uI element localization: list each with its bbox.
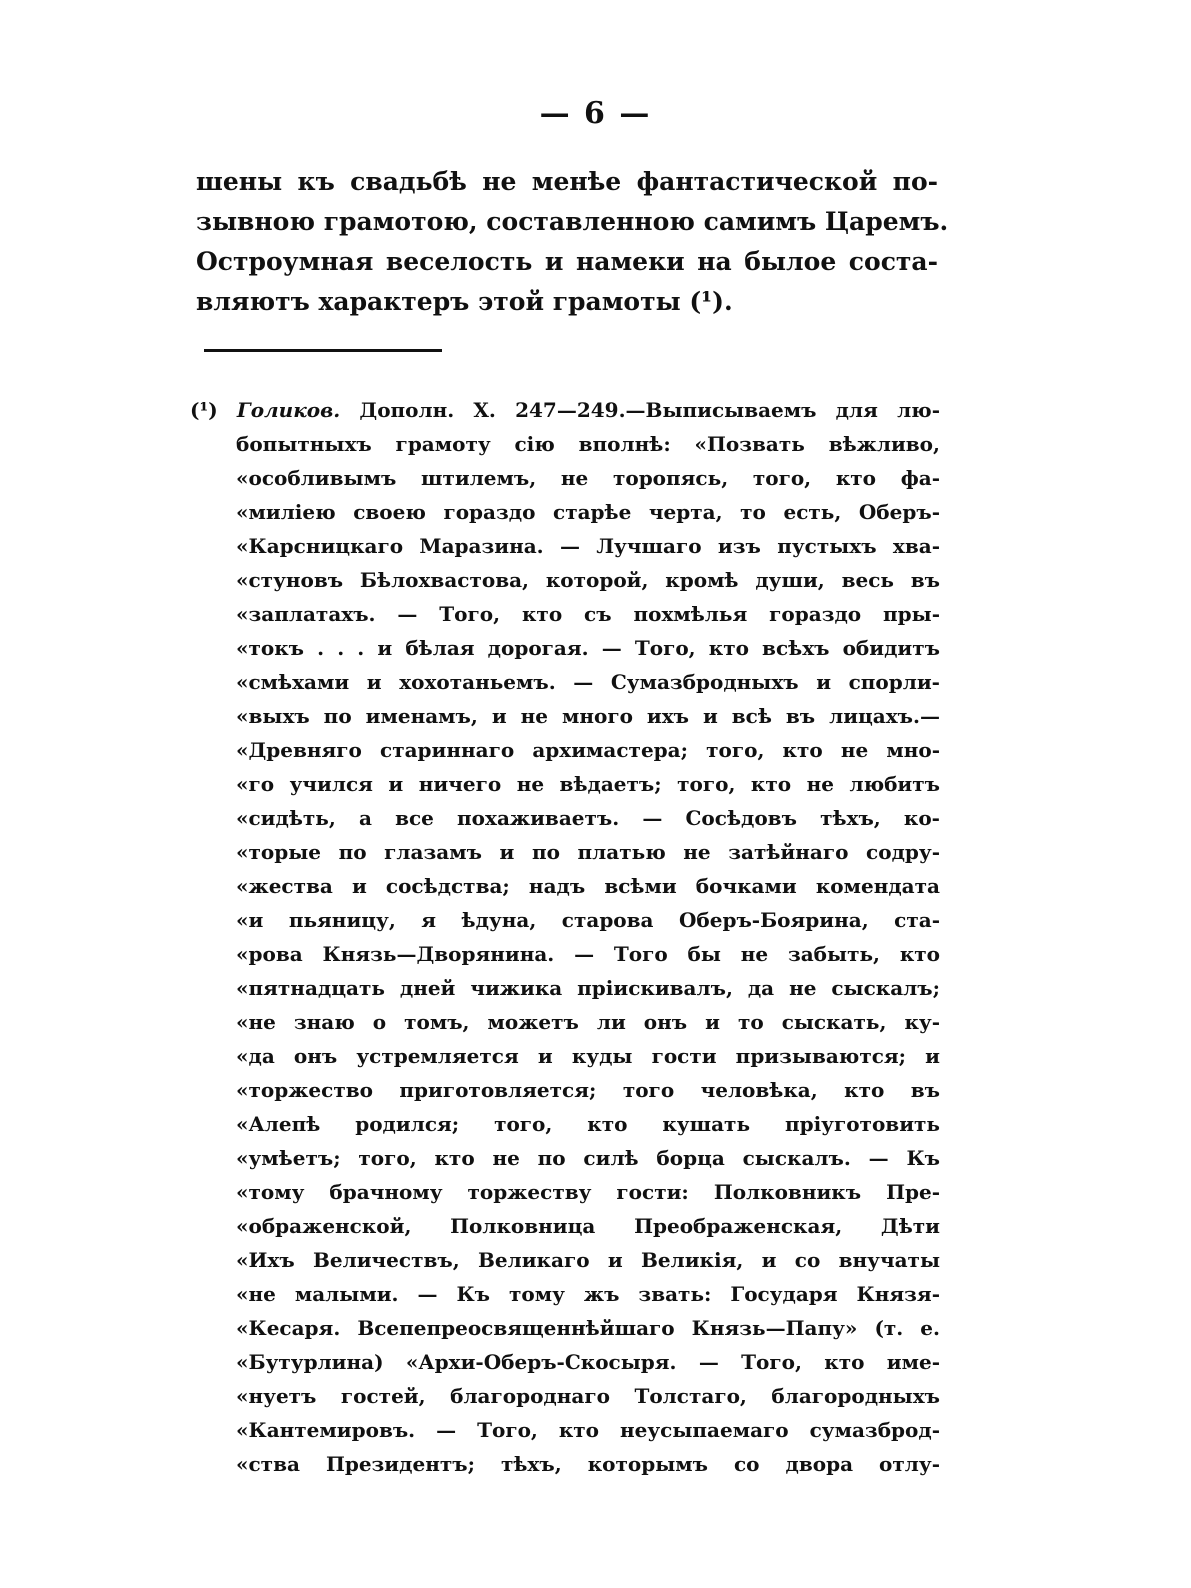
- footnote-line: «заплатахъ. — Того, кто съ похмѣлья гораздо пры-: [236, 602, 940, 626]
- footnote-lines: [190, 427, 940, 1481]
- footnote-line: «токъ . . . и бѣлая дорогая. — Того, кто всѣхъ обидитъ: [236, 636, 940, 660]
- footnote-line: «тому брачному торжеству гости: Полковникъ Пре-: [236, 1180, 940, 1204]
- footnote-line: «ства Президентъ; тѣхъ, которымъ со двора отлу-: [236, 1452, 940, 1476]
- main-paragraph: [196, 162, 949, 322]
- footnote-line: «не малыми. — Къ тому жъ звать: Государя Князя-: [236, 1282, 940, 1306]
- footnote-line: «смѣхами и хохотаньемъ. — Сумазбродныхъ и спорли-: [236, 670, 940, 694]
- footnote-line: «Кантемировъ. — Того, кто неусыпаемаго сумазброд-: [236, 1418, 940, 1442]
- footnote-line: «Бутурлина) «Архи-Оберъ-Скосыря. — Того, кто име-: [236, 1350, 940, 1374]
- footnote-line: «нуетъ гостей, благороднаго Толстаго, благородныхъ: [236, 1384, 940, 1408]
- footnote-line: «го учился и ничего не вѣдаетъ; того, кто не любитъ: [236, 772, 940, 796]
- footnote-line: «торжество приготовляется; того человѣка, кто въ: [236, 1078, 940, 1102]
- footnote-first-line: [190, 393, 940, 427]
- footnote-line: «Карсницкаго Маразина. — Лучшаго изъ пустыхъ хва-: [236, 534, 940, 558]
- footnote: [190, 393, 940, 1481]
- footnote-line: «выхъ по именамъ, и не много ихъ и всѣ въ лицахъ.—: [236, 704, 940, 728]
- footnote-line: бопытныхъ грамоту сію вполнѣ: «Позвать вѣжливо,: [236, 432, 940, 456]
- footnote-author: Голиков.: [236, 398, 341, 422]
- footnote-line: «сидѣть, а все похаживаетъ. — Сосѣдовъ тѣхъ, ко-: [236, 806, 940, 830]
- footnote-line: «ображенской, Полковница Преображенская, Дѣти: [236, 1214, 940, 1238]
- footnote-line: «стуновъ Бѣлохвастова, которой, кромѣ души, весь въ: [236, 568, 940, 592]
- footnote-line: «милiею своею гораздо старѣе черта, то есть, Оберъ-: [236, 500, 940, 524]
- main-text-line: зывною грамотою, составленною самимъ Царемъ.: [196, 207, 949, 236]
- footnote-separator-rule: [204, 349, 442, 352]
- footnote-line: «Кесаря. Всепепреосвященнѣйшаго Князь—Папу» (т. е.: [236, 1316, 940, 1340]
- footnote-line: «не знаю о томъ, можетъ ли онъ и то сыскать, ку-: [236, 1010, 940, 1034]
- footnote-line: «рова Князь—Дворянина. — Того бы не забыть, кто: [236, 942, 940, 966]
- footnote-line: «да онъ устремляется и куды гости призываются; и: [236, 1044, 940, 1068]
- main-text-line: Остроумная веселость и намеки на былое соста-: [196, 247, 938, 276]
- footnote-line: «умѣетъ; того, кто не по силѣ борца сыскалъ. — Къ: [236, 1146, 940, 1170]
- footnote-line: «торые по глазамъ и по платью не затѣйнаго содру-: [236, 840, 940, 864]
- main-text-line: вляютъ характеръ этой грамоты (¹).: [196, 287, 733, 316]
- footnote-line: «пятнадцать дней чижика прiискивалъ, да не сыскалъ;: [236, 976, 940, 1000]
- footnote-marker: (¹): [190, 398, 218, 422]
- footnote-first-line-text: Дополн. X. 247—249.—Выписываемъ для лю-: [359, 398, 940, 422]
- page-number: — 6 —: [539, 96, 652, 131]
- footnote-line: «и пьяницу, я ѣдуна, старова Оберъ-Боярина, ста-: [236, 908, 940, 932]
- footnote-line: «жества и сосѣдства; надъ всѣми бочками комендата: [236, 874, 940, 898]
- footnote-line: «Древняго стариннаго архимастера; того, кто не мно-: [236, 738, 940, 762]
- footnote-line: «особливымъ штилемъ, не торопясь, того, кто фа-: [236, 466, 940, 490]
- footnote-line: «Ихъ Величествъ, Великаго и Великiя, и со внучаты: [236, 1248, 940, 1272]
- footnote-line: «Алепѣ родился; того, кто кушать прiуготовить: [236, 1112, 940, 1136]
- main-text-line: шены къ свадьбѣ не менѣе фантастической по-: [196, 167, 938, 196]
